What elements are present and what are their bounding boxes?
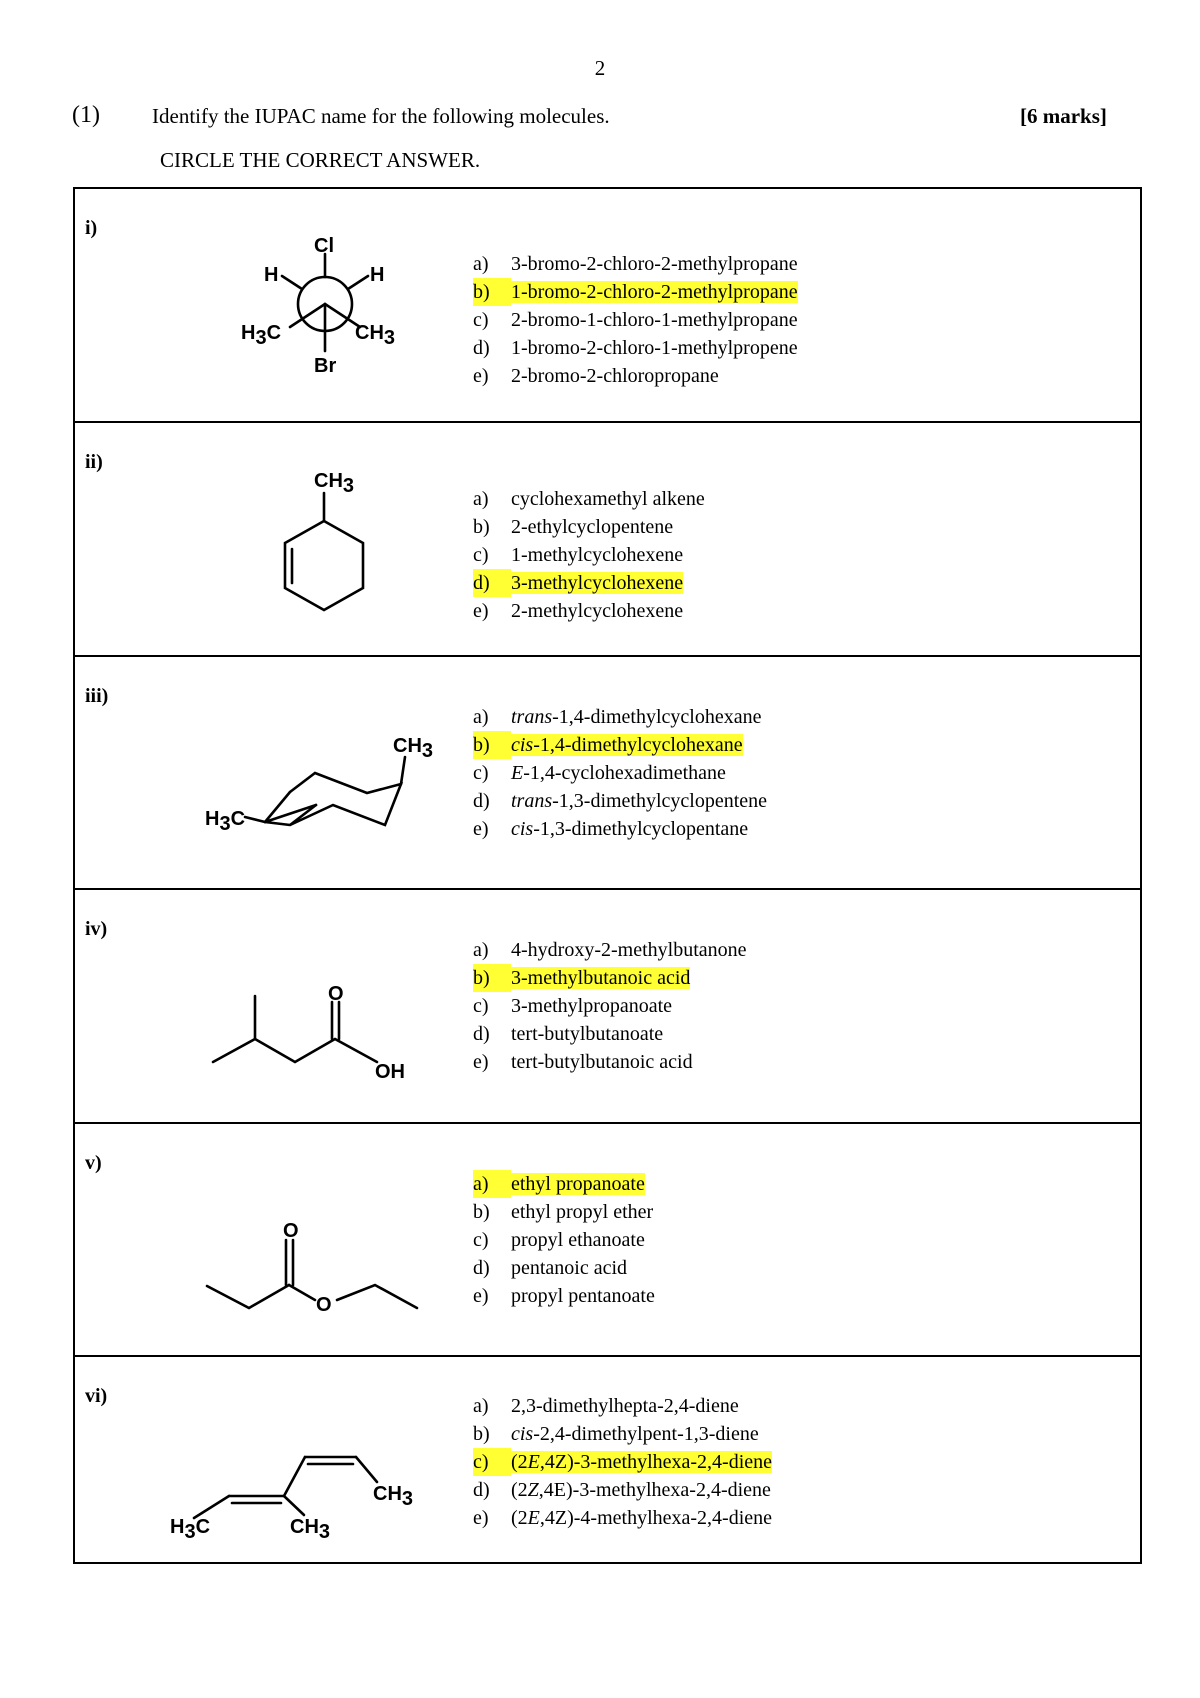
answer-option[interactable]: c) E-1,4-cyclohexadimethane xyxy=(473,762,726,784)
answer-option[interactable]: e) propyl pentanoate xyxy=(473,1285,655,1307)
newman-projection-structure xyxy=(170,224,410,384)
label-h-right: H xyxy=(370,264,385,286)
methylhexadiene-structure xyxy=(120,1407,460,1557)
dimethylcyclohexane-chair-structure xyxy=(135,697,455,857)
label-terminal-ch3: CH3 xyxy=(373,1483,414,1510)
answer-option[interactable]: a) 4-hydroxy-2-methylbutanone xyxy=(473,939,747,961)
answer-option[interactable]: d) (2Z,4E)-3-methylhexa-2,4-diene xyxy=(473,1479,771,1501)
answer-options xyxy=(473,703,767,843)
answer-option[interactable]: a) trans-1,4-dimethylcyclohexane xyxy=(473,706,762,728)
question-instruction: CIRCLE THE CORRECT ANSWER. xyxy=(160,148,481,172)
label-ch3: CH3 xyxy=(393,735,434,762)
answer-option[interactable]: c) 1-methylcyclohexene xyxy=(473,544,684,566)
label-oh: OH xyxy=(375,1061,405,1083)
item-label: ii) xyxy=(85,451,103,473)
label-h3c: H3C xyxy=(170,1516,211,1543)
answer-option[interactable]: e) 2-bromo-2-chloropropane xyxy=(473,365,719,387)
item-row xyxy=(75,1355,1140,1562)
ethyl-propanoate-structure xyxy=(125,1184,445,1334)
answer-options xyxy=(473,250,798,390)
question-text: Identify the IUPAC name for the following molecules. xyxy=(152,104,610,128)
answer-option[interactable]: d) pentanoic acid xyxy=(473,1257,628,1279)
label-ester-o: O xyxy=(316,1294,332,1316)
item-label: i) xyxy=(85,217,98,239)
answer-option[interactable]: e) tert-butylbutanoic acid xyxy=(473,1051,693,1073)
page-number: 2 xyxy=(594,56,606,80)
label-branch-ch3: CH3 xyxy=(290,1516,331,1543)
label-carbonyl-o: O xyxy=(328,983,344,1005)
label-carbonyl-o: O xyxy=(283,1220,299,1242)
label-h3c: H3C xyxy=(205,808,246,835)
methylbutanoic-acid-structure xyxy=(135,960,455,1110)
answer-option[interactable]: a) cyclohexamethyl alkene xyxy=(473,488,705,510)
answer-options xyxy=(473,936,747,1076)
answer-option[interactable]: d) tert-butylbutanoate xyxy=(473,1023,664,1045)
answer-option[interactable]: b) cis-2,4-dimethylpent-1,3-diene xyxy=(473,1423,759,1445)
item-label: vi) xyxy=(85,1385,108,1407)
answer-option[interactable]: d) 3-methylcyclohexene xyxy=(473,569,705,597)
answer-option[interactable]: d) 1-bromo-2-chloro-1-methylpropene xyxy=(473,337,798,359)
answer-option[interactable]: c) 2-bromo-1-chloro-1-methylpropane xyxy=(473,309,798,331)
answer-option[interactable]: e) (2E,4Z)-4-methylhexa-2,4-diene xyxy=(473,1507,773,1529)
item-row xyxy=(75,888,1140,1122)
item-row xyxy=(75,189,1140,421)
answer-option[interactable]: b) 1-bromo-2-chloro-2-methylpropane xyxy=(473,278,798,306)
answer-option[interactable]: c) propyl ethanoate xyxy=(473,1229,645,1251)
answer-option[interactable]: a) 3-bromo-2-chloro-2-methylpropane xyxy=(473,253,798,275)
answer-option[interactable]: a) ethyl propanoate xyxy=(473,1170,655,1198)
answer-option[interactable]: e) cis-1,3-dimethylcyclopentane xyxy=(473,818,749,840)
label-h3c: H3C xyxy=(241,322,282,349)
question-number: (1) xyxy=(72,102,100,128)
label-cl: Cl xyxy=(314,235,334,257)
answer-table xyxy=(73,187,1142,1564)
item-row xyxy=(75,655,1140,888)
answer-option[interactable]: d) trans-1,3-dimethylcyclopentene xyxy=(473,790,768,812)
answer-option[interactable]: e) 2-methylcyclohexene xyxy=(473,600,684,622)
question-marks: [6 marks] xyxy=(1020,104,1107,128)
label-br: Br xyxy=(314,355,337,377)
answer-option[interactable]: b) 2-ethylcyclopentene xyxy=(473,516,674,538)
answer-options xyxy=(473,485,705,625)
item-row xyxy=(75,421,1140,655)
item-row xyxy=(75,1122,1140,1355)
answer-options xyxy=(473,1392,772,1532)
answer-option[interactable]: c) 3-methylpropanoate xyxy=(473,995,673,1017)
label-ch3: CH3 xyxy=(314,470,355,497)
item-label: v) xyxy=(85,1152,102,1174)
item-label: iv) xyxy=(85,918,108,940)
label-h-left: H xyxy=(264,264,279,286)
answer-option[interactable]: b) ethyl propyl ether xyxy=(473,1201,654,1223)
answer-options xyxy=(473,1170,655,1310)
answer-option[interactable]: b) cis-1,4-dimethylcyclohexane xyxy=(473,731,767,759)
answer-option[interactable]: c) (2E,4Z)-3-methylhexa-2,4-diene xyxy=(473,1448,772,1476)
answer-option[interactable]: a) 2,3-dimethylhepta-2,4-diene xyxy=(473,1395,739,1417)
label-ch3: CH3 xyxy=(355,322,396,349)
item-label: iii) xyxy=(85,685,109,707)
answer-option[interactable]: b) 3-methylbutanoic acid xyxy=(473,964,747,992)
methylcyclohexene-structure xyxy=(190,463,390,633)
